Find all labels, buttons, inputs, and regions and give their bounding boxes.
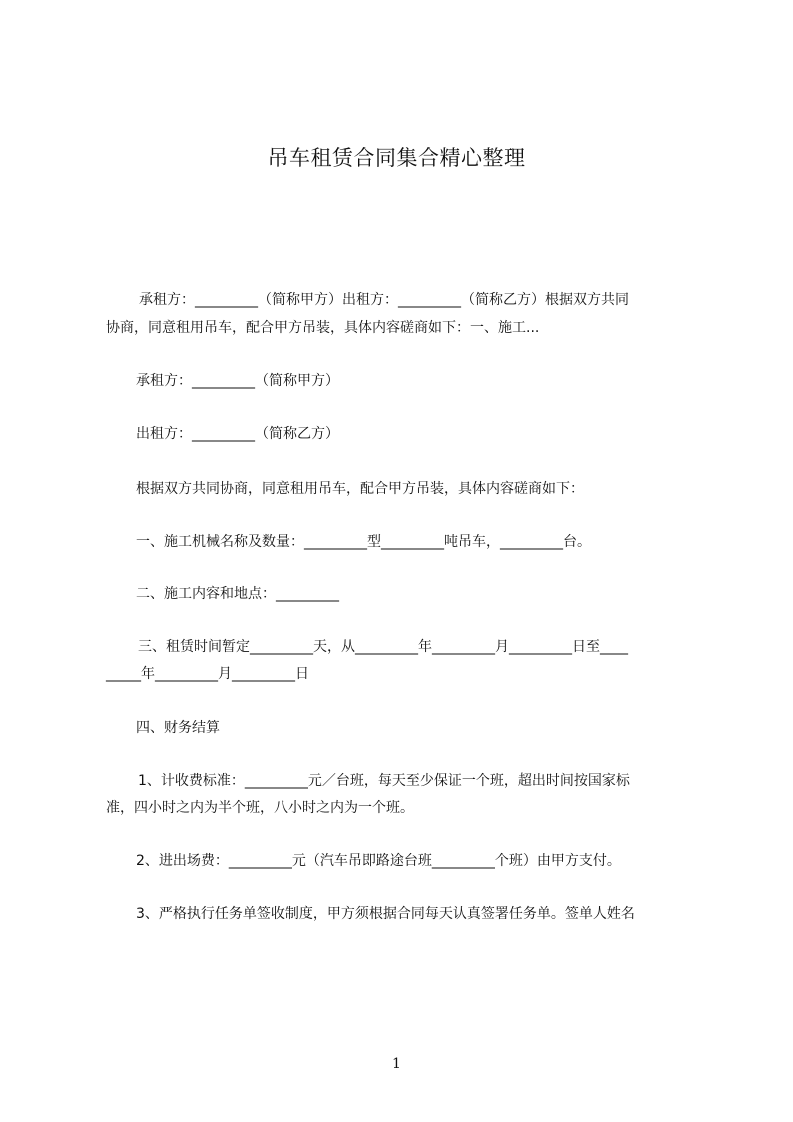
paragraph-intro-line-1: 承租方：_________（简称甲方）出租方：_________（简称乙方）根据双方共同 xyxy=(139,292,629,308)
clause-1-machinery: 一、施工机械名称及数量：_________型_________吨吊车，_________台。 xyxy=(136,534,591,550)
lessee-line: 承租方：_________（简称甲方） xyxy=(136,373,339,389)
clause-2-location: 二、施工内容和地点：_________ xyxy=(136,586,339,602)
clause-4-heading: 四、财务结算 xyxy=(136,720,220,736)
lessor-line: 出租方：_________（简称乙方） xyxy=(136,426,339,442)
clause-4-1-line-1: 1、计收费标准：_________元／台班，每天至少保证一个班，超出时间按国家标 xyxy=(138,773,630,789)
paragraph-intro-line-2: 协商，同意租用吊车，配合甲方吊装，具体内容磋商如下：一、施工... xyxy=(106,320,540,336)
page-number: 1 xyxy=(392,1056,401,1072)
clause-4-1-line-2: 准，四小时之内为半个班，八小时之内为一个班。 xyxy=(106,800,414,816)
clause-4-3: 3、严格执行任务单签收制度，甲方须根据合同每天认真签署任务单。签单人姓名 xyxy=(136,906,635,922)
clause-3-period-line-2: _____年_________月_________日 xyxy=(106,666,309,682)
clause-3-period-line-1: 三、租赁时间暂定_________天，从_________年_________月_________日至____ xyxy=(138,639,628,655)
clause-4-2: 2、进出场费：_________元（汽车吊即路途台班_________个班）由甲方支付。 xyxy=(136,853,621,869)
document-title: 吊车租赁合同集合精心整理 xyxy=(267,146,526,170)
agreement-line: 根据双方共同协商，同意租用吊车，配合甲方吊装，具体内容磋商如下： xyxy=(136,481,584,497)
